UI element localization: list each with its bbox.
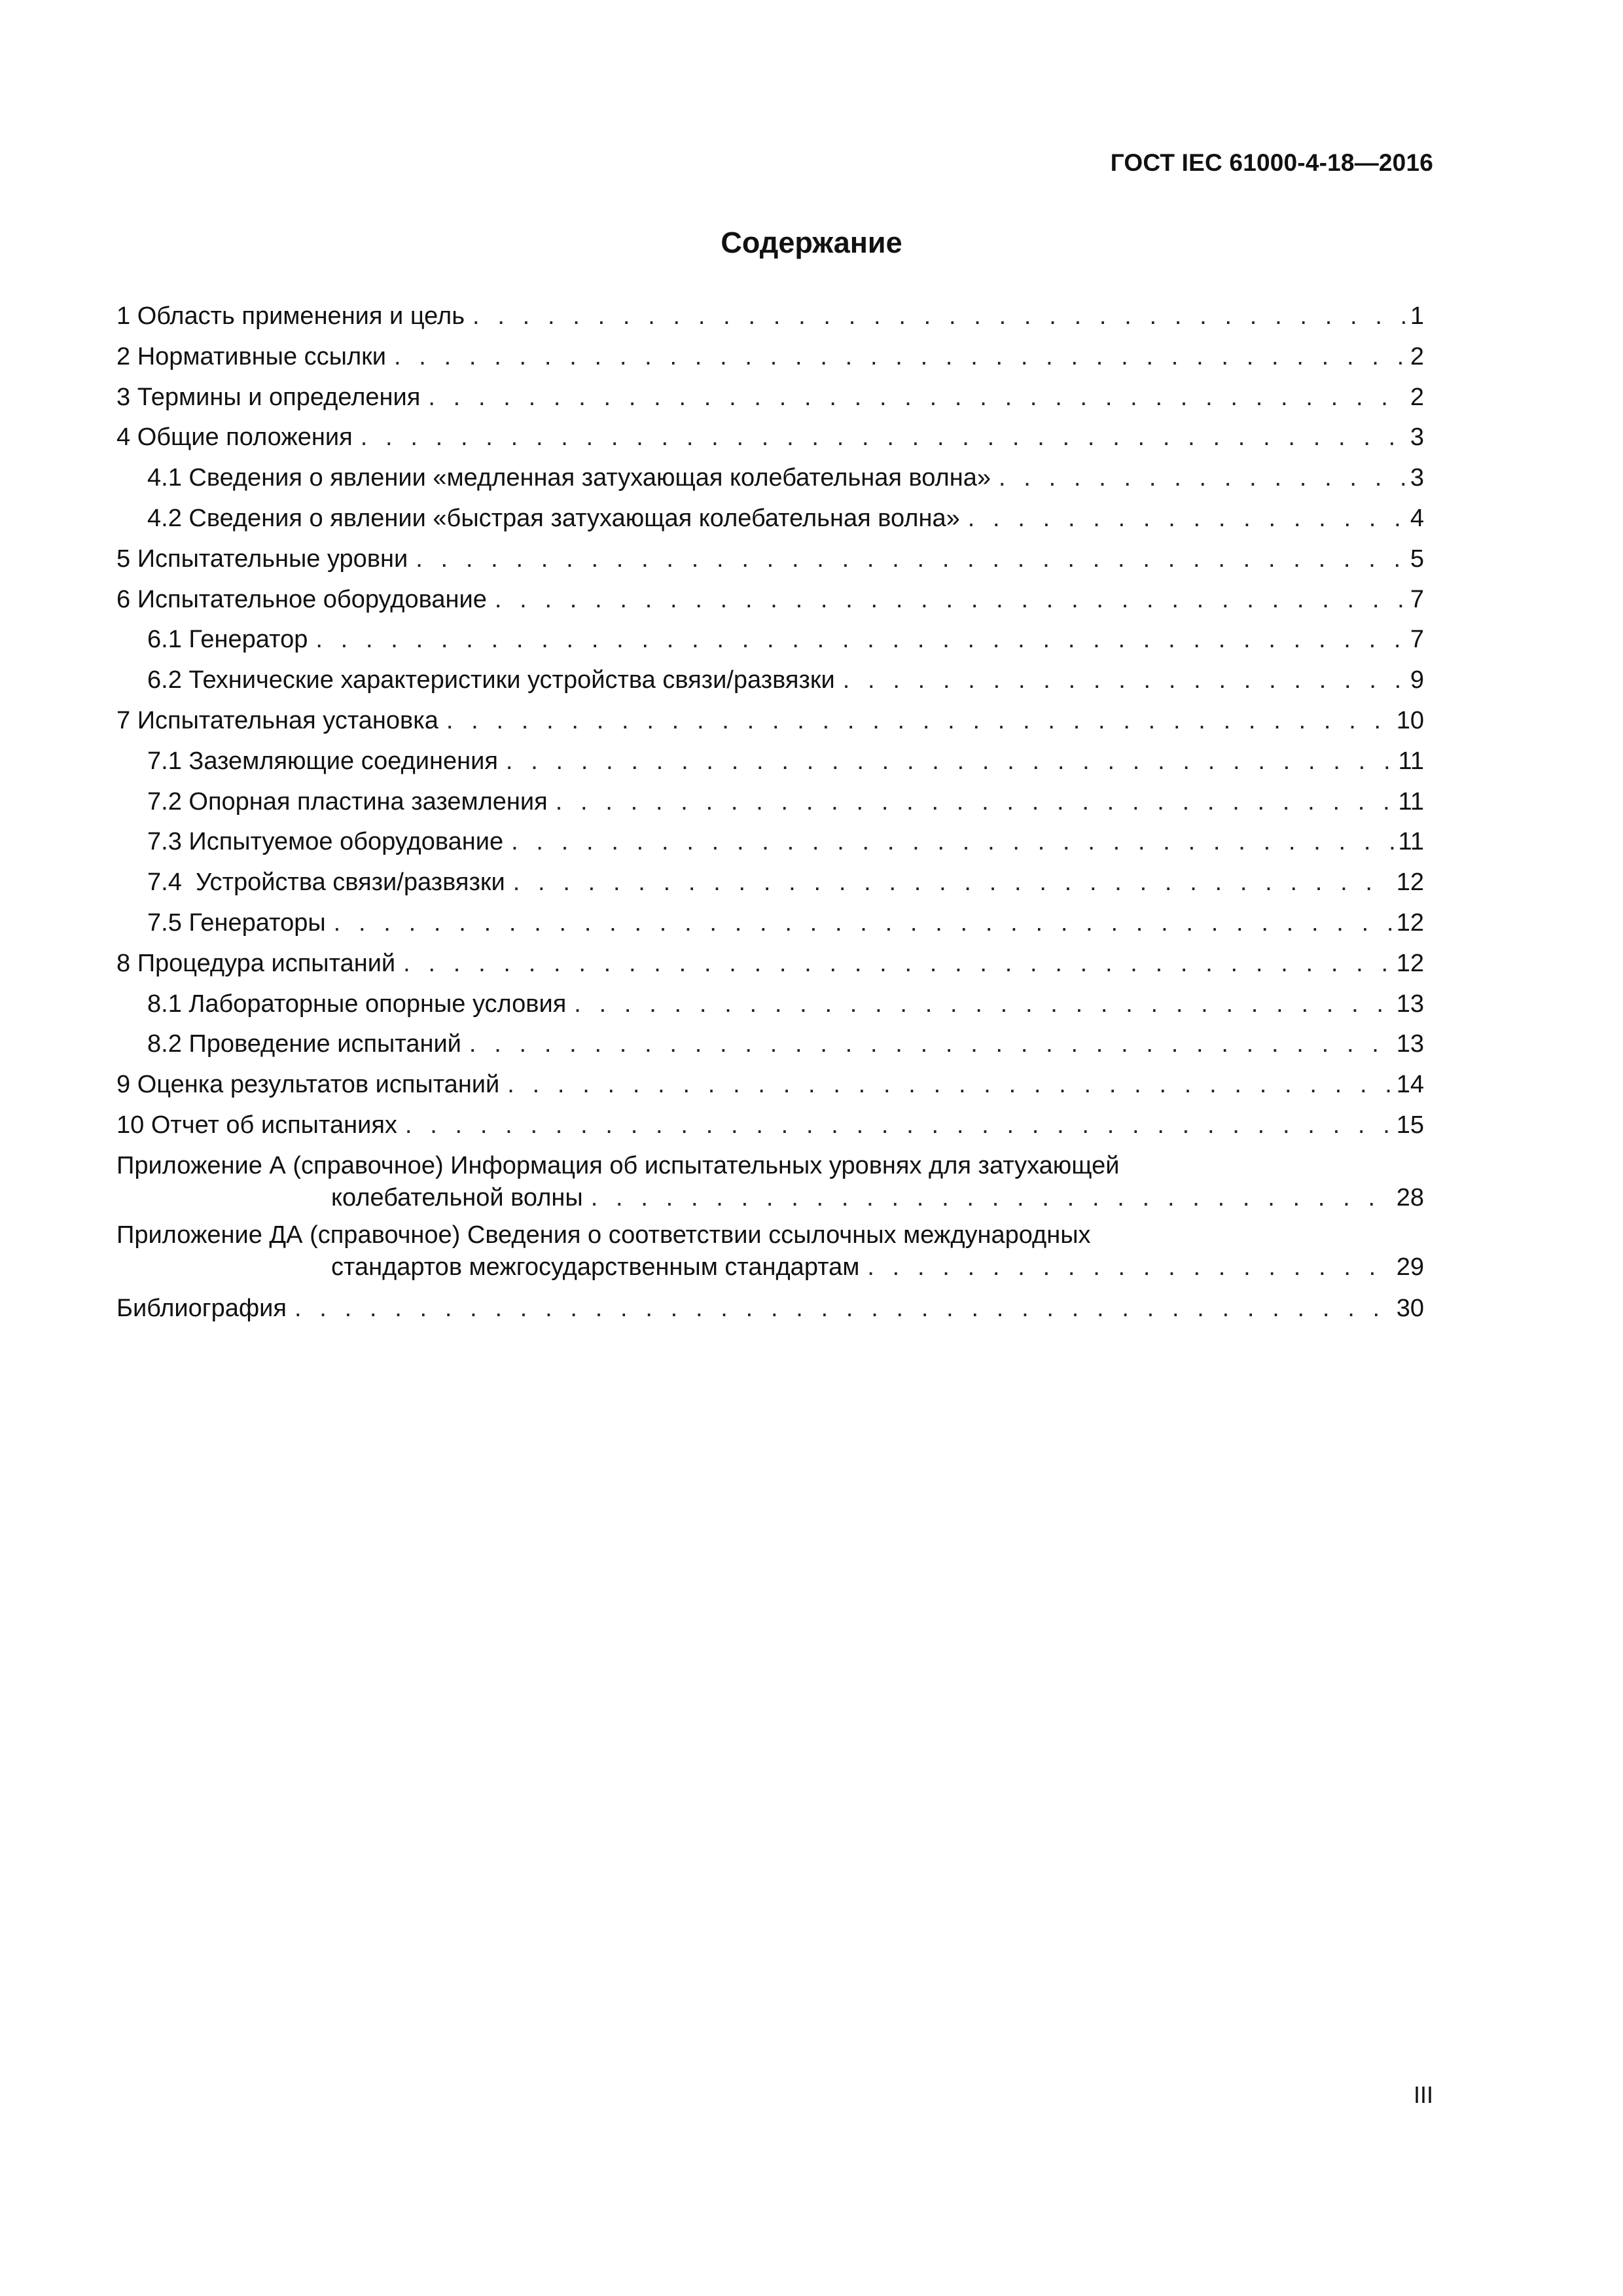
toc-entry-page: 4: [1410, 504, 1424, 532]
toc-entry[interactable]: [116, 539, 1424, 580]
page-number: III: [1413, 2081, 1433, 2108]
toc-entry-title: 4.2 Сведения о явлении «быстрая затухающая колебательная волна»: [147, 504, 960, 532]
toc-entry[interactable]: [116, 944, 1424, 984]
toc-entry-title: 7.1 Заземляющие соединения: [147, 747, 498, 775]
page-title: Содержание: [721, 226, 902, 259]
toc-entry-title: 6.1 Генератор: [147, 626, 308, 654]
toc-entry[interactable]: [116, 458, 1424, 499]
toc-entry-title: 7.4 Устройства связи/развязки: [147, 869, 505, 897]
toc-entry-page: 1: [1410, 302, 1424, 330]
toc-entry-page: 12: [1396, 949, 1424, 977]
toc-entry[interactable]: [116, 701, 1424, 742]
toc-entry-title: 6 Испытательное оборудование: [116, 585, 487, 613]
toc-entry-page: 2: [1410, 342, 1424, 370]
toc-entry[interactable]: [116, 742, 1424, 782]
toc-entry-title: Приложение ДА (справочное) Сведения о соответствии ссылочных международных: [116, 1221, 1091, 1249]
dot-leader: [968, 499, 1406, 539]
toc-entry-title: 3 Термины и определения: [116, 383, 421, 411]
toc-entry-page: 2: [1410, 383, 1424, 411]
toc-entry-page: 29: [1396, 1253, 1424, 1281]
toc-entry-title: 8.1 Лабораторные опорные условия: [147, 990, 567, 1018]
toc-entry-page: 9: [1410, 666, 1424, 694]
toc-entry[interactable]: [116, 499, 1424, 539]
toc-entry-page: 12: [1396, 869, 1424, 897]
toc-entry-title: 10 Отчет об испытаниях: [116, 1111, 397, 1139]
toc-entry[interactable]: [116, 378, 1424, 418]
toc-entry-page: 11: [1398, 787, 1424, 816]
toc-entry-title: 4 Общие положения: [116, 423, 353, 452]
toc-entry[interactable]: [116, 418, 1424, 458]
toc-entry[interactable]: [116, 782, 1424, 823]
toc-entry-page: 3: [1410, 423, 1424, 452]
dot-leader: [574, 984, 1392, 1025]
dot-leader: [403, 944, 1393, 984]
dot-leader: [495, 580, 1406, 620]
toc-entry[interactable]: [116, 903, 1424, 944]
toc-entry[interactable]: [116, 1219, 1424, 1283]
toc-entry-title-continuation: стандартов межгосударственным стандартам: [331, 1253, 860, 1281]
toc-entry-title: Приложение А (справочное) Информация об испытательных уровнях для затухающей: [116, 1151, 1120, 1179]
toc-entry-title: 8 Процедура испытаний: [116, 949, 396, 977]
toc-entry[interactable]: [116, 660, 1424, 701]
toc-entry-title: 9 Оценка результатов испытаний: [116, 1071, 500, 1099]
toc-entry[interactable]: [116, 822, 1424, 863]
dot-leader: [294, 1289, 1393, 1329]
dot-leader: [556, 782, 1395, 823]
dot-leader: [361, 418, 1406, 458]
toc-entry-title: 6.2 Технические характеристики устройства связи/развязки: [147, 666, 835, 694]
toc-entry-page: 13: [1396, 1030, 1424, 1058]
toc-entry-page: 5: [1410, 545, 1424, 573]
toc-entry[interactable]: [116, 1150, 1424, 1214]
dot-leader: [469, 1024, 1393, 1065]
dot-leader: [405, 1105, 1393, 1146]
toc-entry-title: 1 Область применения и цель: [116, 302, 465, 330]
dot-leader: [591, 1182, 1393, 1214]
dot-leader: [473, 296, 1406, 337]
toc-entry-page: 30: [1396, 1294, 1424, 1322]
dot-leader: [511, 822, 1394, 863]
dot-leader: [843, 660, 1406, 701]
toc-entry-page: 10: [1396, 706, 1424, 734]
toc-entry-page: 7: [1410, 585, 1424, 613]
toc-entry-title: 5 Испытательные уровни: [116, 545, 408, 573]
toc-entry-page: 11: [1398, 747, 1424, 775]
dot-leader: [416, 539, 1406, 580]
dot-leader: [394, 337, 1406, 378]
toc-entry[interactable]: [116, 863, 1424, 903]
toc-entry-page: 28: [1396, 1183, 1424, 1211]
dot-leader: [507, 1065, 1392, 1105]
toc-entry-title: 4.1 Сведения о явлении «медленная затухающая колебательная волна»: [147, 464, 991, 492]
dot-leader: [428, 378, 1406, 418]
toc-entry[interactable]: [116, 1024, 1424, 1065]
document-code: ГОСТ IEC 61000-4-18—2016: [1110, 149, 1433, 176]
dot-leader: [867, 1251, 1392, 1283]
toc-entry-page: 3: [1410, 464, 1424, 492]
toc-entry[interactable]: [116, 1289, 1424, 1329]
toc-entry-title: 7.3 Испытуемое оборудование: [147, 828, 504, 856]
toc-entry[interactable]: [116, 1065, 1424, 1105]
toc-entry-page: 15: [1396, 1111, 1424, 1139]
toc-entry-page: 14: [1396, 1071, 1424, 1099]
toc-entry-page: 11: [1398, 828, 1424, 856]
dot-leader: [999, 458, 1406, 499]
toc-entry-title: 7 Испытательная установка: [116, 706, 438, 734]
toc-entry-page: 12: [1396, 908, 1424, 937]
table-of-contents: [116, 296, 1424, 1329]
toc-entry-page: 13: [1396, 990, 1424, 1018]
toc-entry[interactable]: [116, 580, 1424, 620]
toc-entry-title: 2 Нормативные ссылки: [116, 342, 386, 370]
toc-entry[interactable]: [116, 984, 1424, 1025]
toc-entry[interactable]: [116, 620, 1424, 660]
toc-entry[interactable]: [116, 296, 1424, 337]
toc-entry-title: 7.5 Генераторы: [147, 908, 326, 937]
toc-entry[interactable]: [116, 337, 1424, 378]
toc-entry-title: 8.2 Проведение испытаний: [147, 1030, 461, 1058]
dot-leader: [446, 701, 1393, 742]
dot-leader: [506, 742, 1395, 782]
toc-entry-title-continuation: колебательной волны: [331, 1183, 583, 1211]
toc-entry-title: Библиография: [116, 1294, 287, 1322]
toc-entry-page: 7: [1410, 626, 1424, 654]
dot-leader: [315, 620, 1406, 660]
toc-entry[interactable]: [116, 1105, 1424, 1146]
toc-entry-title: 7.2 Опорная пластина заземления: [147, 787, 548, 816]
dot-leader: [513, 863, 1393, 903]
dot-leader: [334, 903, 1393, 944]
